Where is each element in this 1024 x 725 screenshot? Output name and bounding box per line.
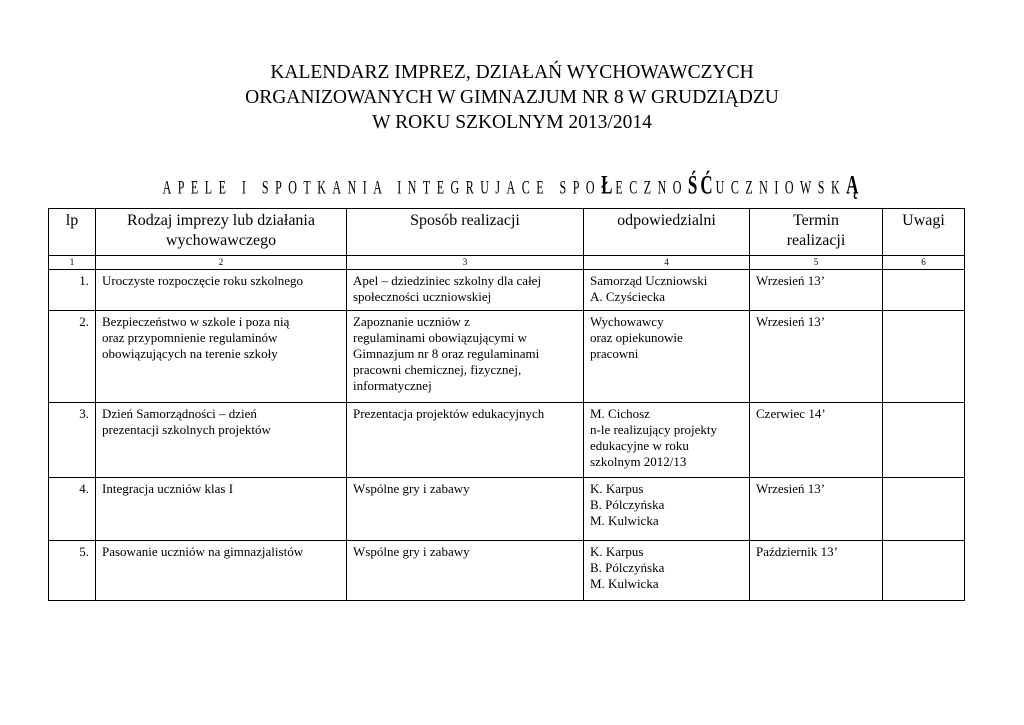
section-subtitle	[0, 170, 1024, 201]
table-row	[49, 270, 965, 311]
row-sposob	[347, 270, 584, 311]
column-number: 3	[347, 256, 584, 270]
subtitle-big-3: Ą	[846, 170, 862, 200]
row-odpowiedzialni-line: K. Karpus	[590, 481, 644, 496]
row-sposob-line: społeczności uczniowskiej	[353, 289, 492, 304]
row-odpowiedzialni-line: oraz opiekunowie	[590, 330, 683, 345]
column-number: 2	[96, 256, 347, 270]
row-lp: 1.	[49, 270, 96, 311]
row-odpowiedzialni-line: pracowni	[590, 346, 639, 361]
title-line-2: ORGANIZOWANYCH W GIMNAZJUM NR 8 W GRUDZIĄDZU	[245, 87, 779, 108]
column-number-row	[49, 256, 965, 270]
row-sposob-line: regulaminami obowiązującymi w	[353, 330, 528, 345]
row-uwagi	[883, 403, 965, 478]
subtitle-part-2: ECZNO	[615, 176, 688, 198]
row-lp: 5.	[49, 541, 96, 601]
row-rodzaj-line: prezentacji szkolnych projektów	[102, 422, 271, 437]
row-odpowiedzialni-line: B. Pólczyńska	[590, 560, 665, 575]
row-odpowiedzialni-line: Wychowawcy	[590, 314, 664, 329]
row-uwagi	[883, 541, 965, 601]
row-odpowiedzialni-line: szkolnym 2012/13	[590, 454, 687, 469]
header-termin	[750, 209, 883, 256]
subtitle-part-1: APELE I SPOTKANIA INTEGRUJACE SPO	[162, 176, 602, 198]
row-termin: Wrzesień 13’	[750, 478, 883, 541]
row-rodzaj	[96, 311, 347, 403]
table-row	[49, 478, 965, 541]
title-line-3: W ROKU SZKOLNYM 2013/2014	[372, 112, 652, 133]
subtitle-big-2: ŚĆ	[687, 170, 716, 200]
row-uwagi	[883, 478, 965, 541]
events-table	[48, 208, 965, 601]
row-lp: 2.	[49, 311, 96, 403]
row-termin: Wrzesień 13’	[750, 270, 883, 311]
header-odpowiedzialni: odpowiedzialni	[584, 209, 750, 256]
column-number: 6	[883, 256, 965, 270]
row-sposob-line: informatycznej	[353, 378, 432, 393]
row-odpowiedzialni	[584, 403, 750, 478]
row-sposob-line: pracowni chemicznej, fizycznej,	[353, 362, 522, 377]
row-odpowiedzialni-line: A. Czyściecka	[590, 289, 666, 304]
document-title	[0, 60, 1024, 135]
table-body	[49, 270, 965, 601]
table-row	[49, 311, 965, 403]
row-rodzaj-line: Integracja uczniów klas I	[102, 481, 234, 496]
row-odpowiedzialni-line: M. Cichosz	[590, 406, 650, 421]
header-rodzaj-line-1: Rodzaj imprezy lub działania	[127, 212, 315, 229]
row-odpowiedzialni-line: M. Kulwicka	[590, 576, 659, 591]
row-uwagi	[883, 311, 965, 403]
subtitle-part-3: UCZNIOWSK	[715, 176, 847, 198]
row-rodzaj-line: Dzień Samorządności – dzień	[102, 406, 257, 421]
row-rodzaj-line: oraz przypomnienie regulaminów	[102, 330, 278, 345]
row-uwagi	[883, 270, 965, 311]
table-row	[49, 541, 965, 601]
header-lp: lp	[49, 209, 96, 256]
row-sposob-line: Gimnazjum nr 8 oraz regulaminami	[353, 346, 540, 361]
row-sposob	[347, 541, 584, 601]
subtitle-big-1: Ł	[601, 170, 616, 200]
row-rodzaj	[96, 403, 347, 478]
row-odpowiedzialni-line: B. Pólczyńska	[590, 497, 665, 512]
header-sposob: Sposób realizacji	[347, 209, 584, 256]
header-rodzaj	[96, 209, 347, 256]
row-odpowiedzialni-line: K. Karpus	[590, 544, 644, 559]
column-number: 5	[750, 256, 883, 270]
row-rodzaj-line: Bezpieczeństwo w szkole i poza nią	[102, 314, 290, 329]
row-sposob	[347, 311, 584, 403]
row-termin: Czerwiec 14’	[750, 403, 883, 478]
row-odpowiedzialni	[584, 311, 750, 403]
row-odpowiedzialni	[584, 478, 750, 541]
header-uwagi: Uwagi	[883, 209, 965, 256]
header-rodzaj-line-2: wychowawczego	[165, 232, 277, 249]
row-rodzaj	[96, 270, 347, 311]
row-sposob-line: Wspólne gry i zabawy	[353, 544, 470, 559]
row-odpowiedzialni-line: M. Kulwicka	[590, 513, 659, 528]
row-odpowiedzialni-line: edukacyjne w roku	[590, 438, 689, 453]
row-sposob-line: Wspólne gry i zabawy	[353, 481, 470, 496]
row-rodzaj-line: obowiązujących na terenie szkoły	[102, 346, 278, 361]
header-row	[49, 209, 965, 256]
row-rodzaj-line: Uroczyste rozpoczęcie roku szkolnego	[102, 273, 304, 288]
row-odpowiedzialni-line: Samorząd Uczniowski	[590, 273, 708, 288]
row-rodzaj	[96, 478, 347, 541]
column-number: 1	[49, 256, 96, 270]
row-termin: Wrzesień 13’	[750, 311, 883, 403]
row-sposob	[347, 478, 584, 541]
row-termin: Październik 13’	[750, 541, 883, 601]
row-rodzaj-line: Pasowanie uczniów na gimnazjalistów	[102, 544, 304, 559]
row-sposob-line: Zapoznanie uczniów z	[353, 314, 470, 329]
title-line-1: KALENDARZ IMPREZ, DZIAŁAŃ WYCHOWAWCZYCH	[270, 62, 754, 83]
row-odpowiedzialni	[584, 270, 750, 311]
row-odpowiedzialni	[584, 541, 750, 601]
row-sposob-line: Apel – dziedziniec szkolny dla całej	[353, 273, 542, 288]
header-termin-line-1: Termin	[793, 212, 839, 229]
row-lp: 4.	[49, 478, 96, 541]
row-sposob-line: Prezentacja projektów edukacyjnych	[353, 406, 545, 421]
row-sposob	[347, 403, 584, 478]
table-row	[49, 403, 965, 478]
row-odpowiedzialni-line: n-le realizujący projekty	[590, 422, 718, 437]
row-rodzaj	[96, 541, 347, 601]
column-number: 4	[584, 256, 750, 270]
header-termin-line-2: realizacji	[786, 232, 846, 249]
row-lp: 3.	[49, 403, 96, 478]
